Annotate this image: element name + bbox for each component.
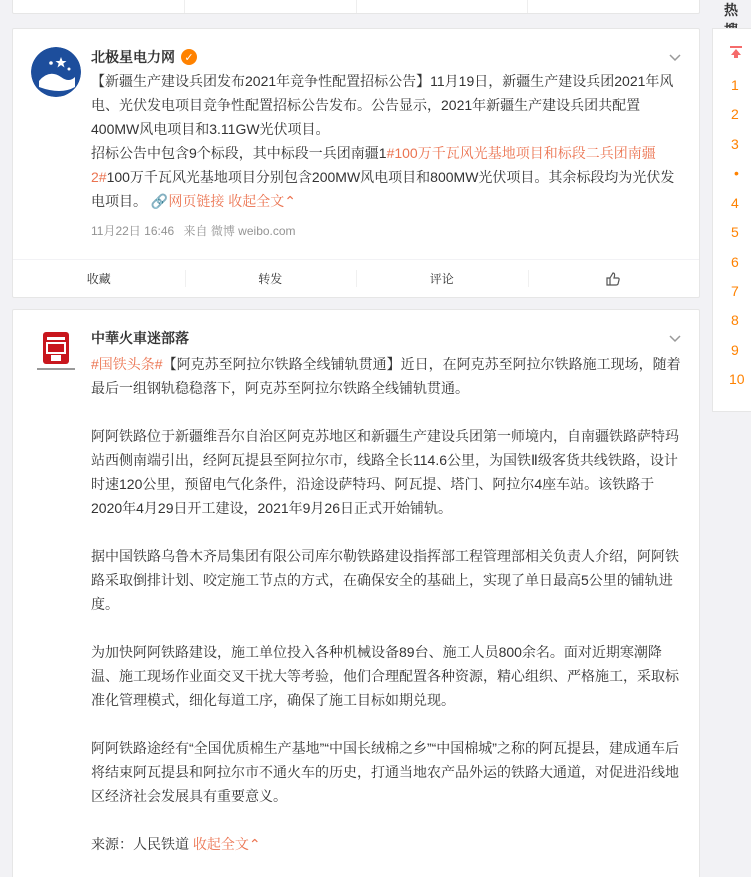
rank-number[interactable]: 1 <box>731 77 739 93</box>
post-actions <box>13 259 699 297</box>
favorite-button[interactable]: 收藏 <box>86 272 111 286</box>
rank-number[interactable]: 6 <box>731 254 739 270</box>
rank-dot[interactable]: • <box>734 165 739 181</box>
avatar[interactable] <box>31 328 81 378</box>
post-card <box>12 28 700 298</box>
rank-number[interactable]: 5 <box>731 224 739 240</box>
rank-number[interactable]: 9 <box>731 342 739 358</box>
hot-search-list <box>712 28 751 412</box>
post-paragraph: 为加快阿阿铁路建设，施工单位投入各种机械设备89台、施工人员800余名。面对近期寒潮降温、施工现场作业面交叉干扰大等考验，他们合理配置各种资源，精心组织、严格施工，采取标准化管理模式，细化每道工序，确保了施工目标如期兑现。 <box>91 644 679 708</box>
post-source-label: 来源：人民铁道 <box>91 836 189 852</box>
post-card <box>12 309 700 877</box>
post-text-part: 【新疆生产建设兵团发布2021年竞争性配置招标公告】11月19日，新疆生产建设兵团2021年风电、光伏发电项目竞争性配置招标公告发布。公告显示，2021年新疆生产建设兵团共配置400MW风电项目和3.11GW光伏项目。 <box>91 73 674 137</box>
repost-button[interactable]: 转发 <box>185 260 357 297</box>
rank-number[interactable]: 7 <box>731 283 739 299</box>
hot-search-title: 热 <box>724 2 738 18</box>
previous-post-actions <box>12 0 700 14</box>
collapse-button[interactable]: 收起全文⌃ <box>192 836 261 852</box>
post-paragraph: 阿阿铁路位于新疆维吾尔自治区阿克苏地区和新疆生产建设兵团第一师境内，自南疆铁路萨特玛站西侧南端引出，经阿瓦提县至阿拉尔市，线路全长114.6公里，为国铁Ⅱ级客货共线铁路，设计时速120公里，预留电气化条件，沿途设萨特玛、阿瓦提、塔门、阿拉尔4座车站。该铁路于2020年4月29日开工建设，2021年9月26日正式开始铺轨。 <box>91 428 679 516</box>
rank-number[interactable]: 8 <box>731 312 739 328</box>
verified-icon: ✓ <box>181 49 197 65</box>
author-label[interactable]: 中華火車迷部落 <box>91 330 189 346</box>
post-text <box>91 352 683 856</box>
comment-button[interactable]: 评论 <box>356 260 528 297</box>
topic-link[interactable]: #国铁头条# <box>91 356 163 372</box>
post-source: 来自 微博 weibo.com <box>183 224 296 238</box>
like-button[interactable] <box>528 260 700 297</box>
author-name[interactable] <box>91 47 197 67</box>
post-time[interactable]: 11月22日 16:46 <box>91 224 175 238</box>
thumbs-up-icon <box>605 271 621 287</box>
rank-number[interactable]: 4 <box>731 195 739 211</box>
web-link[interactable]: 🔗网页链接 <box>150 193 225 209</box>
author-label[interactable]: 北极星电力网 <box>91 49 175 65</box>
post-text-part: 100万千瓦风光基地项目分别包含200MW风电项目和800MW光伏项目。其余标段均为光伏发电项目。 <box>91 169 675 209</box>
post-paragraph: 阿阿铁路途经有“全国优质棉生产基地”“中国长绒棉之乡”“中国棉城”之称的阿瓦提县，建成通车后将结束阿瓦提县和阿拉尔市不通火车的历史，打通当地农产品外运的铁路大通道，对促进沿线地区经济社会发展具有重要意义。 <box>91 740 679 804</box>
pin-top-icon <box>729 45 743 59</box>
avatar[interactable] <box>31 47 81 97</box>
chevron-down-icon[interactable] <box>667 330 683 346</box>
author-name[interactable] <box>91 328 189 348</box>
rank-number[interactable]: 10 <box>729 371 745 387</box>
rank-number[interactable]: 2 <box>731 106 739 122</box>
post-meta <box>91 222 302 239</box>
collapse-button[interactable]: 收起全文⌃ <box>228 193 296 209</box>
post-paragraph: 据中国铁路乌鲁木齐局集团有限公司库尔勒铁路建设指挥部工程管理部相关负责人介绍，阿阿铁路采取倒排计划、咬定施工节点的方式，在确保安全的基础上，实现了单日最高5公里的铺轨进度。 <box>91 548 679 612</box>
topic-link[interactable]: #100万千瓦风光基地项目和标段二兵团南疆2# <box>91 145 656 185</box>
post-text-part: 招标公告中包含9个标段，其中标段一兵团南疆1 <box>91 145 387 161</box>
post-text <box>91 69 683 213</box>
chevron-down-icon[interactable] <box>667 49 683 65</box>
rank-number[interactable]: 3 <box>731 136 739 152</box>
post-headline: 【阿克苏至阿拉尔铁路全线铺轨贯通】近日，在阿克苏至阿拉尔铁路施工现场，随着最后一组钢轨稳稳落下，阿克苏至阿拉尔铁路全线铺轨贯通。 <box>91 356 681 396</box>
